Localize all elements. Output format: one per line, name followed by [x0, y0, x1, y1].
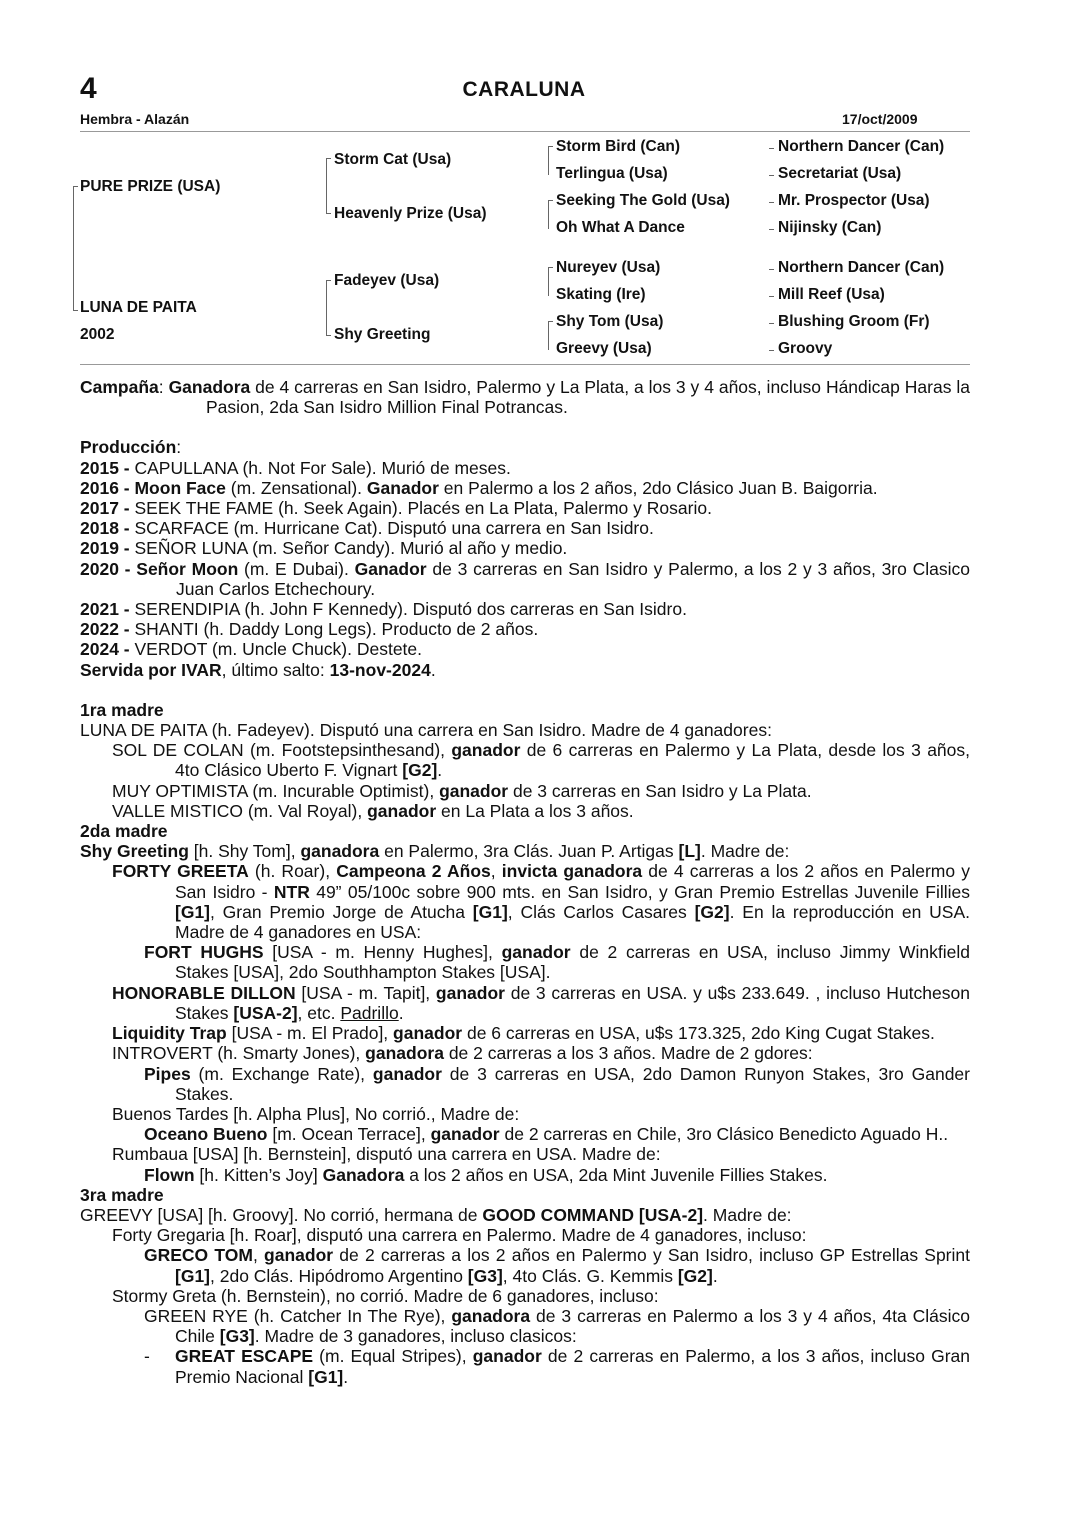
production-text: SEEK THE FAME (h. Seek Again). Placés en La Plata, Palermo y Rosario. — [134, 498, 712, 519]
production-text: SCARFACE (m. Hurricane Cat). Disputó una carrera en San Isidro. — [134, 518, 654, 539]
catalog-body — [80, 377, 970, 1387]
spacer — [80, 680, 970, 700]
gen2-tick — [326, 158, 331, 159]
grade-label: [G2] — [677, 1265, 713, 1286]
gen3-tick — [548, 267, 553, 268]
gen1-tick — [73, 186, 78, 187]
third-dam-offspring: Stormy Greta (h. Bernstein), no corrió. Madre de 6 ganadores, incluso: — [112, 1285, 659, 1306]
campaign-label: Campaña — [80, 377, 159, 397]
gen3-terlingua: Terlingua (Usa) — [556, 165, 668, 182]
gen3-seeking-the-gold: Seeking The Gold (Usa) — [556, 192, 730, 209]
first-dam-offspring — [80, 740, 970, 780]
offspring-text: , Clás Carlos Casares — [507, 901, 695, 922]
second-dam-offspring — [80, 1043, 970, 1063]
production-heading — [80, 437, 970, 457]
gen4-sire-of-seeking-the-gold: Mr. Prospector (Usa) — [778, 192, 930, 209]
gen2-heavenly-prize: Heavenly Prize (Usa) — [334, 205, 487, 222]
gen4-sire-of-shy-tom: Blushing Groom (Fr) — [778, 313, 930, 330]
offspring-text: de 3 carreras en Palermo a los 3 y 4 años, 4ta Clásico Chile — [175, 1305, 970, 1347]
list-dash: - — [144, 1346, 150, 1367]
offspring-text: (m. Exchange Rate), — [190, 1063, 373, 1084]
gen2-tick — [326, 335, 331, 336]
sibling-name: GOOD COMMAND [USA-2] — [482, 1204, 704, 1225]
offspring-text: . — [343, 1366, 349, 1387]
horse-name: CARALUNA — [462, 78, 586, 101]
grade-label: [USA-2] — [233, 1002, 298, 1023]
winner-label: ganador — [501, 942, 571, 963]
gen4-sire-of-greevy: Groovy — [778, 340, 833, 357]
winner-label: ganador — [372, 1063, 442, 1084]
offspring-text: . Madre de: — [700, 841, 790, 862]
record-label: NTR — [273, 881, 310, 902]
offspring-text: de 2 carreras a los 3 años. Madre de 2 gdores: — [443, 1043, 813, 1064]
offspring-text: . — [712, 1265, 718, 1286]
gen3-tick — [548, 146, 553, 147]
production-2018 — [80, 518, 970, 538]
offspring-text: de 3 carreras en USA, 2do Damon Runyon Stakes, 3ro Gander Stakes. — [175, 1063, 970, 1104]
gen4-sire-of-skating: Mill Reef (Usa) — [778, 286, 885, 303]
offspring-name: FORT HUGHS — [144, 942, 264, 963]
gen4-sire-of-storm-bird: Northern Dancer (Can) — [778, 138, 945, 155]
production-colon: : — [176, 437, 182, 458]
grade-label: [G2] — [694, 901, 730, 922]
spacer — [80, 417, 970, 437]
offspring-text: [h. Shy Tom], — [188, 841, 301, 862]
production-text: SHANTI (h. Daddy Long Legs). Producto de 2 años. — [134, 619, 539, 640]
gen3-tick — [548, 200, 553, 201]
sire: PURE PRIZE (USA) — [80, 178, 221, 195]
gen4-tick — [769, 175, 774, 176]
served-stallion: IVAR — [181, 659, 222, 680]
winner-label: invicta ganadora — [501, 861, 643, 882]
birth-date: 17/oct/2009 — [842, 111, 918, 127]
gen4-tick — [769, 269, 774, 270]
sex-color: Hembra - Alazán — [80, 111, 190, 127]
offspring-text: de 2 carreras a los 2 años en Palermo y San Isidro, incluso GP Estrellas Sprint — [333, 1245, 970, 1266]
winner-label: ganador — [451, 740, 521, 761]
offspring-text: VALLE MISTICO (m. Val Royal), — [112, 800, 368, 821]
gen2-fadeyev: Fadeyev (Usa) — [334, 272, 440, 289]
gen4-tick — [769, 229, 774, 230]
dam: LUNA DE PAITA — [80, 299, 197, 316]
second-dam-offspring — [80, 861, 970, 942]
grade-label: [G2] — [402, 760, 438, 781]
production-text: (m. Zensational). — [225, 477, 367, 498]
champion-label: Campeona 2 Años — [336, 861, 491, 882]
gen1-bracket — [73, 186, 74, 311]
year: 2022 - — [80, 619, 135, 640]
served-label: Servida por — [80, 659, 182, 680]
gen3-bracket — [548, 321, 549, 350]
pedigree-divider — [80, 364, 970, 365]
production-label: Producción — [80, 437, 177, 458]
second-dam-offspring: Buenos Tardes [h. Alpha Plus], No corrió., Madre de: — [112, 1103, 520, 1124]
third-dam-grand-offspring — [80, 1245, 970, 1285]
served-text: , último salto: — [221, 659, 330, 680]
grade-label: [G1] — [472, 901, 508, 922]
production-text: VERDOT (m. Uncle Chuck). Destete. — [134, 639, 423, 660]
winner-label: ganador — [472, 1346, 542, 1367]
offspring-text: [USA - m. El Prado], — [226, 1023, 394, 1044]
lot-number: 4 — [80, 72, 97, 105]
dam-name: Shy Greeting — [80, 841, 189, 862]
winner-label: ganador — [264, 1245, 334, 1266]
grade-label: [L] — [678, 841, 701, 862]
gen4-sire-of-nureyev: Northern Dancer (Can) — [778, 259, 945, 276]
first-dam-intro: LUNA DE PAITA (h. Fadeyev). Disputó una carrera en San Isidro. Madre de 4 ganadores: — [80, 720, 772, 741]
offspring-text: . — [437, 760, 443, 781]
offspring-text: . Madre de 3 ganadores, incluso clasicos: — [254, 1326, 577, 1347]
gen3-bracket — [548, 146, 549, 175]
winner-label: ganadora — [451, 1305, 531, 1326]
third-dam-heading — [80, 1185, 970, 1205]
campaign-text: de 4 carreras en San Isidro, Palermo y La Plata, a los 3 y 4 años, incluso Hándicap Haras la Pasion, 2da San Isidro Million Final Potrancas. — [206, 377, 970, 418]
production-text: CAPULLANA (h. Not For Sale). Murió de meses. — [134, 457, 511, 478]
second-dam-offspring — [80, 983, 970, 1023]
second-dam-heading — [80, 821, 970, 841]
gen3-skating: Skating (Ire) — [556, 286, 646, 303]
third-dam-intro — [80, 1205, 970, 1225]
year: 2024 - — [80, 639, 135, 660]
offspring-text: . — [398, 1002, 404, 1023]
offspring-text: , etc. — [297, 1002, 341, 1023]
offspring-text: MUY OPTIMISTA (m. Incurable Optimist), — [112, 780, 440, 801]
first-dam-offspring — [80, 801, 970, 821]
offspring-text: de 4 carreras a los 2 años en Palermo y San Isidro - — [175, 861, 970, 902]
offspring-name: Señor Moon — [136, 558, 239, 579]
winner-label: ganador — [367, 800, 437, 821]
production-2021 — [80, 599, 970, 619]
production-text: SERENDIPIA (h. John F Kennedy). Disputó dos carreras en San Isidro. — [134, 599, 687, 620]
offspring-text: de 2 carreras en Palermo, a los 3 años, incluso Gran Premio Nacional — [175, 1346, 970, 1387]
offspring-name: GRECO TOM — [144, 1245, 253, 1266]
offspring-text: GREEVY [USA] [h. Groovy]. No corrió, hermana de — [80, 1204, 483, 1225]
third-dam-offspring: Forty Gregaria [h. Roar], disputó una carrera en Palermo. Madre de 4 ganadores, incluso: — [112, 1225, 807, 1246]
production-2020 — [80, 559, 970, 599]
gen4-tick — [769, 323, 774, 324]
winner-label: ganador — [393, 1023, 463, 1044]
offspring-text: , 2do Clás. Hipódromo Argentino — [210, 1265, 468, 1286]
offspring-text: [USA - m. Tapit], — [295, 982, 436, 1003]
gen4-tick — [769, 350, 774, 351]
offspring-text: en La Plata a los 3 años. — [436, 800, 634, 821]
offspring-name: GREAT ESCAPE — [175, 1346, 314, 1367]
production-2016 — [80, 478, 970, 498]
stallion-note: Padrillo — [340, 1002, 399, 1023]
first-dam-heading — [80, 700, 970, 720]
year: 2019 - — [80, 538, 135, 559]
offspring-name: Liquidity Trap — [112, 1023, 227, 1044]
second-dam-grand-offspring — [80, 942, 970, 982]
second-dam-offspring: Rumbaua [USA] [h. Bernstein], disputó una carrera en USA. Madre de: — [112, 1144, 661, 1165]
gen2-storm-cat: Storm Cat (Usa) — [334, 151, 452, 168]
offspring-text: de 2 carreras en USA, incluso Jimmy Winkfield Stakes [USA], 2do Southhampton Stakes [USA]. — [175, 942, 970, 983]
gen4-tick — [769, 148, 774, 149]
offspring-text: [m. Ocean Terrace], — [267, 1124, 431, 1145]
campaign-winner: Ganadora — [168, 377, 251, 397]
production-text: (m. E Dubai). — [238, 558, 355, 579]
gen3-storm-bird: Storm Bird (Can) — [556, 138, 680, 155]
grade-label: [G1] — [308, 1366, 344, 1387]
year: 2021 - — [80, 599, 135, 620]
offspring-text: de 6 carreras en Palermo y La Plata, desde los 3 años, 4to Clásico Uberto F. Vignart — [175, 740, 970, 781]
offspring-text: (m. Equal Stripes), — [313, 1346, 473, 1367]
last-cover-date: 13-nov-2024 — [329, 659, 431, 680]
third-dam-grand-offspring — [80, 1306, 970, 1346]
year: 2017 - — [80, 498, 135, 519]
offspring-text: de 6 carreras en USA, u$s 173.325, 2do King Cugat Stakes. — [462, 1023, 935, 1044]
dam-year: 2002 — [80, 326, 115, 343]
offspring-name: Oceano Bueno — [144, 1124, 268, 1145]
grade-label: [G1] — [175, 901, 210, 922]
production-2015 — [80, 458, 970, 478]
offspring-text: a los 2 años en USA, 2da Mint Juvenile Fillies Stakes. — [404, 1164, 828, 1185]
offspring-text: . Madre de: — [703, 1204, 792, 1225]
winner-label: ganadora — [300, 841, 380, 862]
offspring-name: Pipes — [144, 1063, 191, 1084]
gen2-shy-greeting: Shy Greeting — [334, 326, 431, 343]
gen3-greevy: Greevy (Usa) — [556, 340, 652, 357]
winner-label: ganadora — [365, 1043, 444, 1064]
offspring-name: HONORABLE DILLON — [112, 982, 296, 1003]
year: 2015 - — [80, 457, 135, 478]
section-heading: 1ra madre — [80, 699, 164, 720]
offspring-text: de 3 carreras en USA. y u$s 233.649. , incluso Hutcheson Stakes — [175, 982, 970, 1023]
gen2-bracket — [326, 280, 327, 336]
gen3-oh-what-a-dance: Oh What A Dance — [556, 219, 685, 236]
production-2022 — [80, 619, 970, 639]
gen3-tick — [548, 321, 553, 322]
gen2-tick — [326, 280, 331, 281]
production-2024 — [80, 639, 970, 659]
first-dam-offspring — [80, 781, 970, 801]
section-heading: 2da madre — [80, 821, 168, 842]
campaign-colon: : — [158, 377, 169, 397]
served-by — [80, 660, 970, 680]
second-dam-grand-offspring — [80, 1165, 970, 1185]
offspring-text: . En la reproducción en USA. Madre de 4 ganadores en USA: — [175, 901, 970, 943]
offspring-text: de 3 carreras en San Isidro y La Plata. — [508, 780, 812, 801]
production-2017 — [80, 498, 970, 518]
gen4-sire-of-oh-what-a-dance: Nijinsky (Can) — [778, 219, 882, 236]
production-text: en Palermo a los 2 años, 2do Clásico Juan B. Baigorria. — [438, 477, 878, 498]
section-heading: 3ra madre — [80, 1184, 164, 1205]
winner-label: Ganadora — [322, 1164, 405, 1185]
gen1-tick — [73, 310, 78, 311]
gen3-nureyev: Nureyev (Usa) — [556, 259, 661, 276]
offspring-text: [USA - m. Henny Hughes], — [263, 942, 502, 963]
year: 2016 - — [80, 477, 135, 498]
second-dam-intro — [80, 841, 970, 861]
offspring-text: , — [252, 1245, 265, 1266]
winner-label: Ganador — [354, 558, 427, 579]
header-divider — [80, 131, 970, 132]
served-text: . — [430, 659, 436, 680]
offspring-text: 49” 05/100c sobre 900 mts. en San Isidro, y Gran Premio Estrellas Juvenile Fillies — [309, 881, 970, 902]
gen3-bracket — [548, 267, 549, 296]
grade-label: [G3] — [219, 1326, 255, 1347]
gen4-sire-of-terlingua: Secretariat (Usa) — [778, 165, 902, 182]
second-dam-grand-offspring — [80, 1064, 970, 1104]
winner-label: Ganador — [366, 477, 439, 498]
winner-label: ganador — [430, 1124, 500, 1145]
offspring-name: FORTY GREETA — [112, 861, 249, 882]
offspring-name: Flown — [144, 1164, 195, 1185]
winner-label: ganador — [435, 982, 505, 1003]
second-dam-offspring — [80, 1023, 970, 1043]
offspring-text: de 2 carreras en Chile, 3ro Clásico Benedicto Aguado H.. — [499, 1124, 949, 1145]
offspring-text: , — [490, 861, 502, 882]
offspring-text: GREEN RYE (h. Catcher In The Rye), — [144, 1305, 452, 1326]
offspring-text: , Gran Premio Jorge de Atucha — [210, 901, 473, 922]
gen4-tick — [769, 296, 774, 297]
campaign-paragraph — [80, 377, 970, 417]
gen4-tick — [769, 202, 774, 203]
year: 2018 - — [80, 518, 135, 539]
production-text: SEÑOR LUNA (m. Señor Candy). Murió al año y medio. — [134, 538, 568, 559]
offspring-text: en Palermo, 3ra Clás. Juan P. Artigas — [379, 841, 679, 862]
offspring-text: [h. Kitten’s Joy] — [194, 1164, 323, 1185]
grade-label: [G1] — [175, 1265, 210, 1286]
offspring-text: , 4to Clás. G. Kemmis — [502, 1265, 678, 1286]
gen3-bracket — [548, 200, 549, 229]
third-dam-great-grand-offspring — [80, 1346, 970, 1386]
gen2-tick — [326, 213, 331, 214]
offspring-text: (h. Roar), — [248, 861, 337, 882]
gen2-bracket — [326, 158, 327, 214]
gen3-shy-tom: Shy Tom (Usa) — [556, 313, 664, 330]
year: 2020 - — [80, 558, 137, 579]
offspring-name: Moon Face — [134, 477, 226, 498]
winner-label: ganador — [439, 780, 509, 801]
production-text: de 3 carreras en San Isidro y Palermo, a los 2 y 3 años, 3ro Clasico Juan Carlos Etchechoury. — [176, 558, 970, 599]
offspring-text: INTROVERT (h. Smarty Jones), — [112, 1043, 366, 1064]
grade-label: [G3] — [467, 1265, 503, 1286]
offspring-text: SOL DE COLAN (m. Footstepsinthesand), — [112, 740, 452, 761]
production-2019 — [80, 538, 970, 558]
second-dam-grand-offspring — [80, 1124, 970, 1144]
